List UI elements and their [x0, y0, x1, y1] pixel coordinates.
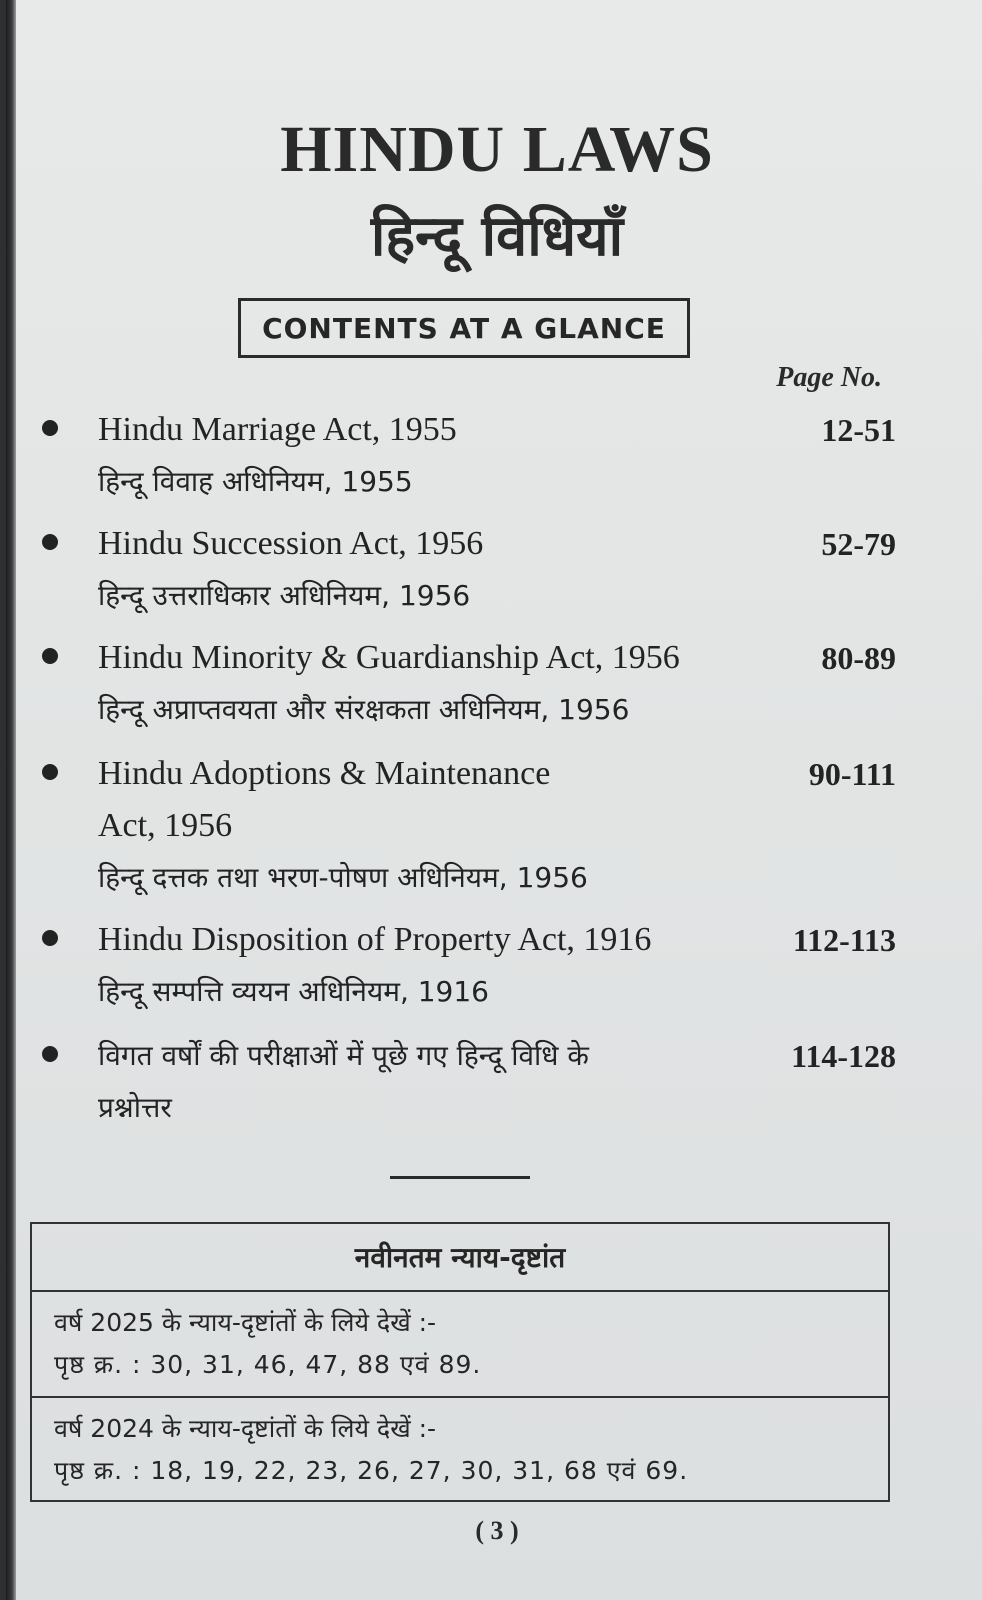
entry-titles: [98, 404, 748, 508]
entry-titles: [98, 632, 748, 736]
entry-title-english: Hindu Succession Act, 1956: [98, 525, 484, 562]
book-page: [6, 0, 982, 1600]
entry-title-english: Hindu Disposition of Property Act, 1916: [98, 921, 652, 958]
page-title: HINDU LAWS: [280, 113, 714, 186]
bullet-icon: [42, 1046, 58, 1062]
cases-row-2024: [32, 1396, 888, 1500]
latest-cases-heading: नवीनतम न्याय-दृष्टांत: [32, 1224, 888, 1292]
entry-titles: [98, 518, 748, 622]
entry-title-hindi: विगत वर्षों की परीक्षाओं में पूछे गए हिन्दू विधि के: [98, 1039, 589, 1072]
bullet-icon: [42, 648, 58, 664]
entry-title-hindi: हिन्दू विवाह अधिनियम, 1955: [98, 465, 413, 498]
page-subtitle-hindi: हिन्दू विधियाँ: [370, 204, 624, 269]
entry-title-english: Hindu Marriage Act, 1955: [98, 411, 457, 448]
entry-title-hindi: हिन्दू अप्राप्तवयता और संरक्षकता अधिनियम, 1956: [98, 693, 630, 726]
cases-row-pages: पृष्ठ क्र. : 30, 31, 46, 47, 88 एवं 89.: [54, 1350, 482, 1379]
cases-row-pages: पृष्ठ क्र. : 18, 19, 22, 23, 26, 27, 30, 31, 68 एवं 69.: [54, 1456, 689, 1485]
bullet-icon: [42, 420, 58, 436]
page-number: ( 3 ): [475, 1516, 519, 1545]
entry-page-range: 80-89: [821, 640, 896, 676]
entry-page-range: 114-128: [791, 1038, 896, 1074]
page-no-column-header: Page No.: [776, 362, 882, 393]
entry-title-english-continued: Act, 1956: [98, 807, 233, 844]
entry-title-hindi-continued: प्रश्नोत्तर: [98, 1091, 172, 1124]
contents-heading: CONTENTS AT A GLANCE: [262, 311, 666, 345]
cases-row-2025: [32, 1292, 888, 1396]
entry-page-range: 12-51: [821, 412, 896, 448]
latest-cases-table: [30, 1222, 890, 1502]
bullet-icon: [42, 764, 58, 780]
section-divider: [390, 1176, 530, 1179]
bullet-icon: [42, 534, 58, 550]
entry-title-hindi: हिन्दू दत्तक तथा भरण-पोषण अधिनियम, 1956: [98, 861, 588, 894]
entry-titles: [98, 914, 748, 1018]
contents-heading-box: [238, 298, 690, 358]
entry-page-range: 112-113: [792, 922, 896, 958]
entry-title-hindi: हिन्दू सम्पत्ति व्ययन अधिनियम, 1916: [98, 975, 490, 1008]
entry-title-hindi: हिन्दू उत्तराधिकार अधिनियम, 1956: [98, 579, 471, 612]
entry-titles: [98, 1030, 748, 1134]
entry-page-range: 90-111: [808, 756, 896, 792]
entry-title-english: Hindu Minority & Guardianship Act, 1956: [98, 639, 680, 676]
entry-page-range: 52-79: [821, 526, 896, 562]
bullet-icon: [42, 930, 58, 946]
entry-title-english: Hindu Adoptions & Maintenance: [98, 755, 551, 792]
cases-row-label: वर्ष 2024 के न्याय-दृष्टांतों के लिये देखें :-: [54, 1414, 437, 1443]
entry-titles: [98, 748, 748, 904]
cases-row-label: वर्ष 2025 के न्याय-दृष्टांतों के लिये देखें :-: [54, 1308, 437, 1337]
